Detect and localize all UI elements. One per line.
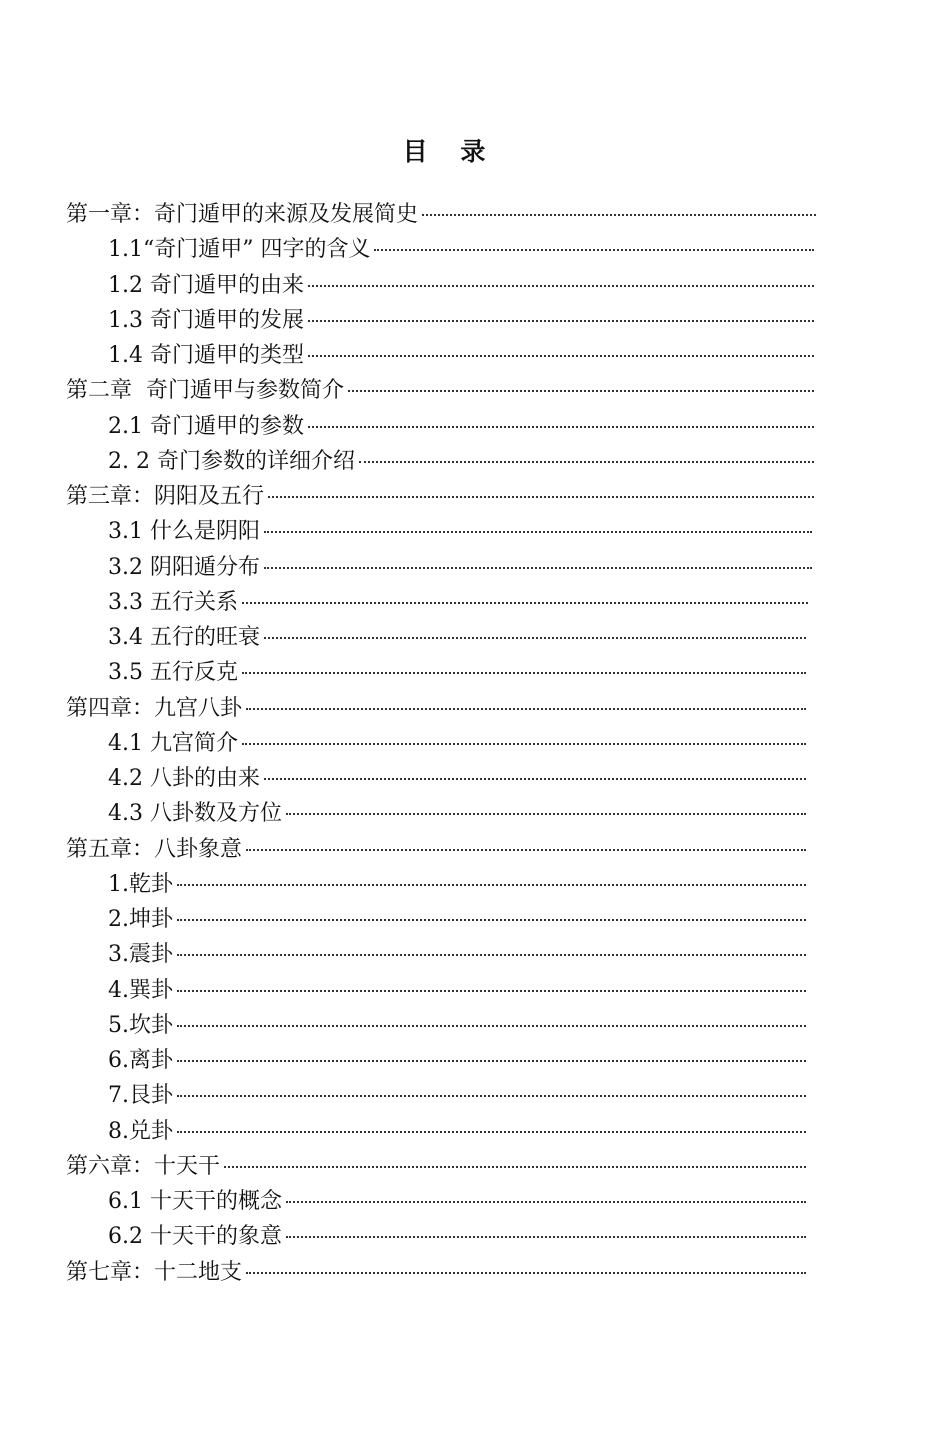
toc-section-entry: [0, 937, 806, 972]
toc-entry-label: 1.3 奇门遁甲的发展: [108, 307, 304, 333]
toc-entry-label: 3.震卦: [108, 942, 173, 968]
toc-section-entry: [0, 1008, 806, 1043]
dot-leader: [286, 1236, 806, 1238]
toc-section-entry: [0, 761, 806, 796]
toc-title: 目 录: [402, 137, 498, 166]
dot-leader: [177, 1025, 806, 1027]
toc-entry-label: 1.乾卦: [108, 871, 173, 897]
toc-section-entry: [0, 232, 814, 267]
dot-leader: [177, 1095, 806, 1097]
toc-entry-label: 7.艮卦: [108, 1083, 173, 1109]
toc-entry-label: 4.1 九宫简介: [108, 730, 238, 756]
dot-leader: [246, 849, 806, 851]
dot-leader: [177, 919, 806, 921]
toc-chapter-entry: [0, 1149, 806, 1184]
toc-section-entry: [0, 1184, 806, 1219]
toc-chapter-entry: [0, 1255, 806, 1290]
toc-section-entry: [0, 726, 806, 761]
toc-entry-label: 第三章：阴阳及五行: [66, 484, 265, 509]
toc-section-entry: [0, 1219, 806, 1254]
toc-chapter-entry: [0, 832, 806, 867]
toc-list: [0, 197, 948, 1290]
toc-entry-label: 3.4 五行的旺衰: [108, 625, 260, 650]
toc-entry-label: 2. 2 奇门参数的详细介绍: [108, 448, 355, 474]
toc-entry-label: 第二章 奇门遁甲与参数简介: [66, 378, 344, 404]
dot-leader: [308, 320, 814, 322]
toc-section-entry: [0, 1114, 806, 1149]
toc-entry-label: 3.1 什么是阴阳: [108, 519, 260, 545]
toc-entry-label: 第七章：十二地支: [66, 1259, 243, 1285]
toc-entry-label: 6.1 十天干的概念: [108, 1189, 282, 1214]
toc-chapter-entry: [0, 691, 806, 726]
dot-leader: [224, 1166, 806, 1168]
toc-section-entry: [0, 268, 814, 303]
dot-leader: [308, 355, 814, 357]
dot-leader: [308, 285, 814, 287]
dot-leader: [264, 567, 812, 569]
toc-entry-label: 5.坎卦: [108, 1012, 173, 1038]
dot-leader: [246, 708, 806, 710]
toc-entry-label: 第四章：九宫八卦: [66, 695, 243, 721]
dot-leader: [374, 249, 814, 251]
toc-entry-label: 8.兑卦: [108, 1118, 173, 1144]
toc-chapter-entry: [0, 373, 814, 408]
dot-leader: [422, 214, 816, 216]
toc-entry-label: 2.坤卦: [108, 907, 173, 932]
dot-leader: [177, 990, 806, 992]
toc-section-entry: [0, 902, 806, 937]
toc-section-entry: [0, 620, 806, 655]
toc-section-entry: [0, 303, 814, 338]
toc-section-entry: [0, 796, 806, 831]
toc-section-entry: [0, 1078, 806, 1113]
dot-leader: [308, 426, 814, 428]
toc-section-entry: [0, 409, 814, 444]
dot-leader: [177, 954, 806, 956]
dot-leader: [242, 743, 806, 745]
dot-leader: [246, 1272, 806, 1274]
toc-entry-label: 3.2 阴阳遁分布: [108, 554, 260, 580]
toc-section-entry: [0, 550, 812, 585]
toc-entry-label: 1.1“奇门遁甲” 四字的含义: [108, 237, 371, 263]
dot-leader: [177, 884, 806, 886]
toc-entry-label: 6.2 十天干的象意: [108, 1224, 282, 1250]
dot-leader: [348, 390, 814, 392]
dot-leader: [286, 1201, 806, 1203]
dot-leader: [177, 1060, 806, 1062]
toc-section-entry: [0, 973, 806, 1008]
toc-entry-label: 6.离卦: [108, 1048, 173, 1073]
toc-section-entry: [0, 867, 806, 902]
toc-section-entry: [0, 444, 814, 479]
toc-entry-label: 1.4 奇门遁甲的类型: [108, 343, 304, 368]
toc-entry-label: 1.2 奇门遁甲的由来: [108, 272, 304, 298]
toc-entry-label: 第六章：十天干: [66, 1153, 221, 1179]
toc-section-entry: [0, 338, 814, 373]
toc-entry-label: 4.2 八卦的由来: [108, 766, 260, 791]
dot-leader: [286, 813, 806, 815]
toc-section-entry: [0, 655, 806, 690]
toc-section-entry: [0, 585, 808, 620]
toc-entry-label: 第一章：奇门遁甲的来源及发展简史: [66, 202, 419, 227]
toc-chapter-entry: [0, 479, 814, 514]
toc-entry-label: 3.5 五行反克: [108, 660, 238, 686]
toc-section-entry: [0, 1043, 806, 1078]
dot-leader: [359, 461, 814, 463]
toc-entry-label: 3.3 五行关系: [108, 589, 238, 615]
dot-leader: [242, 602, 808, 604]
dot-leader: [177, 1131, 806, 1133]
toc-entry-label: 2.1 奇门遁甲的参数: [108, 413, 304, 439]
dot-leader: [242, 672, 806, 674]
toc-chapter-entry: [0, 197, 816, 232]
dot-leader: [264, 637, 806, 639]
dot-leader: [264, 778, 806, 780]
dot-leader: [264, 531, 812, 533]
dot-leader: [268, 496, 814, 498]
toc-entry-label: 第五章：八卦象意: [66, 836, 243, 862]
toc-section-entry: [0, 514, 812, 549]
toc-entry-label: 4.3 八卦数及方位: [108, 801, 282, 827]
toc-entry-label: 4.巽卦: [108, 977, 173, 1003]
